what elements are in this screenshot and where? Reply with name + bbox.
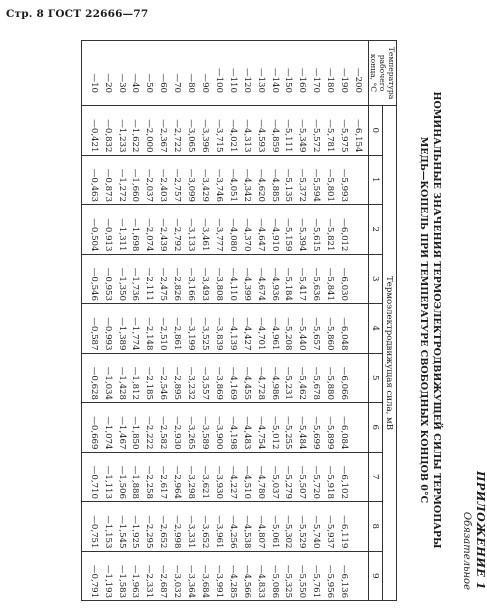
emf-value-cell: —2,258 <box>141 452 155 502</box>
emf-value-cell: —5,231 <box>280 353 294 403</box>
emf-value-cell: —1,963 <box>127 551 141 601</box>
emf-value-cell: —2,439 <box>155 205 169 255</box>
emf-value-cell: —6,012 <box>336 205 350 255</box>
emf-value-cell: —4,620 <box>252 155 266 205</box>
emf-value-cell: —5,135 <box>280 155 294 205</box>
emf-value-cell: —1,506 <box>113 452 127 502</box>
emf-value-cell: —3,746 <box>211 155 225 205</box>
emf-value-cell: —0,504 <box>81 205 99 255</box>
table-row <box>308 41 322 601</box>
column-header: 7 <box>368 452 382 502</box>
temperature-cell: —50 <box>141 41 155 106</box>
emf-value-cell: —4,342 <box>238 155 252 205</box>
temperature-cell: —20 <box>99 41 113 106</box>
emf-value-cell: —2,861 <box>169 304 183 354</box>
emf-value-cell: —6,119 <box>336 502 350 552</box>
emf-value-cell: —4,961 <box>266 304 280 354</box>
emf-value-cell: —5,440 <box>294 304 308 354</box>
emf-value-cell: —1,774 <box>127 304 141 354</box>
emf-value-cell: —3,557 <box>197 353 211 403</box>
emf-value-cell: —2,475 <box>155 254 169 304</box>
emf-value-cell: —4,538 <box>238 502 252 552</box>
emf-value-cell: —2,331 <box>141 551 155 601</box>
table-row <box>280 41 294 601</box>
emf-value-cell <box>350 304 368 354</box>
table-head <box>368 41 396 601</box>
emf-value-cell: —1,888 <box>127 452 141 502</box>
emf-value-cell: —5,699 <box>308 403 322 453</box>
temperature-cell: —170 <box>308 41 322 106</box>
emf-value-cell: —2,546 <box>155 353 169 403</box>
emf-value-cell: —4,780 <box>252 452 266 502</box>
page-header: Стр. 8 ГОСТ 22666—77 <box>6 8 149 20</box>
emf-value-cell: —5,417 <box>294 254 308 304</box>
emf-value-cell: —5,594 <box>308 155 322 205</box>
emf-value-cell: —3,684 <box>197 551 211 601</box>
emf-value-cell: —4,593 <box>252 106 266 156</box>
emf-value-cell: —3,461 <box>197 205 211 255</box>
table-title <box>417 40 443 600</box>
emf-value-cell: —5,184 <box>280 254 294 304</box>
table-row <box>169 41 183 601</box>
table-row <box>141 41 155 601</box>
column-header: 1 <box>368 155 382 205</box>
emf-value-cell: —6,066 <box>336 353 350 403</box>
emf-value-cell: —4,483 <box>238 403 252 453</box>
emf-value-cell: —2,617 <box>155 452 169 502</box>
emf-value-cell: —2,295 <box>141 502 155 552</box>
emf-header: Термоэлектродвижущая сила, мВ <box>382 106 396 601</box>
emf-value-cell: —4,728 <box>252 353 266 403</box>
emf-value-cell: —4,859 <box>266 106 280 156</box>
emf-value-cell: —0,751 <box>81 502 99 552</box>
emf-value-cell: —4,051 <box>224 155 238 205</box>
emf-value-cell <box>350 403 368 453</box>
emf-value-cell: —5,037 <box>266 452 280 502</box>
emf-value-cell <box>350 254 368 304</box>
emf-value-cell: —2,037 <box>141 155 155 205</box>
temperature-cell: —30 <box>113 41 127 106</box>
emf-value-cell: —6,048 <box>336 304 350 354</box>
emf-value-cell: —0,873 <box>99 155 113 205</box>
emf-value-cell: —3,099 <box>183 155 197 205</box>
emf-value-cell <box>350 155 368 205</box>
emf-value-cell: —3,839 <box>211 304 225 354</box>
emf-value-cell: —2,792 <box>169 205 183 255</box>
emf-value-cell: —5,740 <box>308 502 322 552</box>
temperature-cell: —110 <box>224 41 238 106</box>
emf-value-cell: —0,628 <box>81 353 99 403</box>
emf-value-cell: —5,880 <box>322 353 336 403</box>
emf-value-cell: —5,801 <box>322 155 336 205</box>
emf-value-cell: —3,777 <box>211 205 225 255</box>
temperature-cell: —60 <box>155 41 169 106</box>
emf-value-cell: —1,925 <box>127 502 141 552</box>
appendix-note: Обязательное <box>460 511 472 590</box>
emf-value-cell: —4,647 <box>252 205 266 255</box>
emf-value-cell: —5,860 <box>322 304 336 354</box>
emf-value-cell: —0,791 <box>81 551 99 601</box>
temperature-cell: —10 <box>81 41 99 106</box>
emf-value-cell: —0,421 <box>81 106 99 156</box>
emf-value-cell: —3,032 <box>169 551 183 601</box>
emf-value-cell: —4,510 <box>238 452 252 502</box>
emf-value-cell: —5,208 <box>280 304 294 354</box>
emf-value-cell: —5,061 <box>266 502 280 552</box>
emf-value-cell: —2,687 <box>155 551 169 601</box>
emf-value-cell: —3,364 <box>183 551 197 601</box>
table-header-row <box>382 41 396 601</box>
emf-value-cell: —4,399 <box>238 254 252 304</box>
emf-value-cell: —3,429 <box>197 155 211 205</box>
emf-value-cell: —3,621 <box>197 452 211 502</box>
emf-value-cell: —2,930 <box>169 403 183 453</box>
column-header: 3 <box>368 254 382 304</box>
emf-value-cell: —0,993 <box>99 304 113 354</box>
emf-value-cell: —4,455 <box>238 353 252 403</box>
column-header: 8 <box>368 502 382 552</box>
emf-value-cell: —1,583 <box>113 551 127 601</box>
emf-value-cell: —0,669 <box>81 403 99 453</box>
emf-value-cell: —4,227 <box>224 452 238 502</box>
emf-value-cell: —5,956 <box>322 551 336 601</box>
emf-value-cell: —5,372 <box>294 155 308 205</box>
emf-value-cell: —2,722 <box>169 106 183 156</box>
emf-value-cell: —1,389 <box>113 304 127 354</box>
table-row <box>266 41 280 601</box>
emf-value-cell: —3,589 <box>197 403 211 453</box>
emf-value-cell: —2,111 <box>141 254 155 304</box>
emf-value-cell: —2,148 <box>141 304 155 354</box>
emf-value-cell: —2,222 <box>141 403 155 453</box>
emf-value-cell: —0,546 <box>81 254 99 304</box>
emf-value-cell: —2,895 <box>169 353 183 403</box>
temperature-cell: —70 <box>169 41 183 106</box>
temperature-cell: —120 <box>238 41 252 106</box>
emf-value-cell: —4,285 <box>224 551 238 601</box>
emf-value-cell: —2,757 <box>169 155 183 205</box>
table-row <box>224 41 238 601</box>
emf-value-cell: —5,761 <box>308 551 322 601</box>
emf-value-cell: —6,084 <box>336 403 350 453</box>
emf-value-cell: —5,918 <box>322 452 336 502</box>
emf-value-cell: —5,012 <box>266 403 280 453</box>
emf-value-cell: —5,462 <box>294 353 308 403</box>
temperature-cell: —40 <box>127 41 141 106</box>
emf-value-cell: —5,255 <box>280 403 294 453</box>
emf-value-cell: —1,698 <box>127 205 141 255</box>
emf-value-cell: —3,265 <box>183 403 197 453</box>
emf-value-cell: —5,484 <box>294 403 308 453</box>
emf-value-cell: —2,403 <box>155 155 169 205</box>
temperature-cell: —180 <box>322 41 336 106</box>
emf-value-cell: —1,272 <box>113 155 127 205</box>
emf-value-cell: —2,964 <box>169 452 183 502</box>
emf-value-cell: —4,754 <box>252 403 266 453</box>
temperature-cell: —160 <box>294 41 308 106</box>
emf-value-cell: —4,256 <box>224 502 238 552</box>
table-row <box>322 41 336 601</box>
emf-value-cell: —5,507 <box>294 452 308 502</box>
table-row <box>99 41 113 601</box>
emf-value-cell: —1,660 <box>127 155 141 205</box>
emf-value-cell: —3,199 <box>183 304 197 354</box>
table-title-line-2: МЕДЬ—КОПЕЛЬ ПРИ ТЕМПЕРАТУРЕ СВОБОДНЫХ КОНЦОВ 0°С <box>417 136 429 504</box>
emf-value-cell: —3,930 <box>211 452 225 502</box>
emf-value-cell: —3,298 <box>183 452 197 502</box>
emf-value-cell: —5,615 <box>308 205 322 255</box>
emf-value-cell: —5,550 <box>294 551 308 601</box>
emf-value-cell: —4,021 <box>224 106 238 156</box>
emf-value-cell: —1,193 <box>99 551 113 601</box>
emf-value-cell: —4,169 <box>224 353 238 403</box>
emf-value-cell: —3,396 <box>197 106 211 156</box>
column-header: 4 <box>368 304 382 354</box>
emf-value-cell: —4,807 <box>252 502 266 552</box>
emf-value-cell <box>350 205 368 255</box>
emf-value-cell: —1,622 <box>127 106 141 156</box>
emf-value-cell: —4,986 <box>266 353 280 403</box>
emf-value-cell: —2,582 <box>155 403 169 453</box>
temperature-cell: —100 <box>211 41 225 106</box>
temperature-cell: —200 <box>350 41 368 106</box>
emf-value-cell: —0,587 <box>81 304 99 354</box>
emf-value-cell: —3,961 <box>211 502 225 552</box>
emf-value-cell: —4,910 <box>266 205 280 255</box>
emf-value-cell: —5,841 <box>322 254 336 304</box>
emf-value-cell: —4,885 <box>266 155 280 205</box>
emf-table <box>80 40 396 601</box>
emf-value-cell: —4,936 <box>266 254 280 304</box>
column-header: 0 <box>368 106 382 156</box>
emf-value-cell: —5,781 <box>322 106 336 156</box>
emf-value-cell: —2,826 <box>169 254 183 304</box>
emf-value-cell: —3,869 <box>211 353 225 403</box>
emf-value-cell: —1,311 <box>113 205 127 255</box>
emf-value-cell <box>350 551 368 601</box>
emf-value-cell: —2,074 <box>141 205 155 255</box>
emf-value-cell <box>350 452 368 502</box>
emf-value-cell: —3,133 <box>183 205 197 255</box>
emf-value-cell: —1,034 <box>99 353 113 403</box>
table-row <box>197 41 211 601</box>
temperature-cell: —150 <box>280 41 294 106</box>
appendix-title: ПРИЛОЖЕНИЕ 1 <box>473 470 487 590</box>
table-row <box>350 41 368 601</box>
emf-value-cell: —2,510 <box>155 304 169 354</box>
emf-value-cell: —5,572 <box>308 106 322 156</box>
emf-value-cell: —4,674 <box>252 254 266 304</box>
emf-value-cell: —1,467 <box>113 403 127 453</box>
emf-value-cell: —4,313 <box>238 106 252 156</box>
temperature-cell: —140 <box>266 41 280 106</box>
emf-value-cell: —3,232 <box>183 353 197 403</box>
emf-value-cell <box>350 502 368 552</box>
table-title-line-1: НОМИНАЛЬНЫЕ ЗНАЧЕНИЯ ТЕРМОЭЛЕКТРОДВИЖУЩЕЙ СИЛЫ ТЕРМОПАРЫ <box>430 91 442 549</box>
temperature-cell: —190 <box>336 41 350 106</box>
column-header: 6 <box>368 403 382 453</box>
emf-value-cell: —5,678 <box>308 353 322 403</box>
emf-value-cell: —3,331 <box>183 502 197 552</box>
emf-value-cell: —4,701 <box>252 304 266 354</box>
emf-value-cell: —6,154 <box>350 106 368 156</box>
table-row <box>252 41 266 601</box>
table-body <box>81 41 368 601</box>
emf-value-cell: —4,370 <box>238 205 252 255</box>
emf-value-cell: —1,850 <box>127 403 141 453</box>
column-header: 9 <box>368 551 382 601</box>
rotated-page-content <box>77 40 487 600</box>
temperature-cell: —80 <box>183 41 197 106</box>
emf-value-cell: —3,652 <box>197 502 211 552</box>
emf-value-cell: —3,991 <box>211 551 225 601</box>
emf-value-cell: —6,102 <box>336 452 350 502</box>
table-row <box>127 41 141 601</box>
emf-value-cell: —4,833 <box>252 551 266 601</box>
emf-value-cell: —0,463 <box>81 155 99 205</box>
emf-value-cell: —2,000 <box>141 106 155 156</box>
emf-value-cell: —0,710 <box>81 452 99 502</box>
table-row <box>211 41 225 601</box>
temperature-header: Температура рабочего конца, °С <box>368 41 396 106</box>
column-numbers-row <box>368 41 382 601</box>
emf-value-cell: —4,110 <box>224 254 238 304</box>
emf-value-cell: —4,080 <box>224 205 238 255</box>
emf-value-cell: —1,233 <box>113 106 127 156</box>
table-row <box>336 41 350 601</box>
emf-value-cell: —5,821 <box>322 205 336 255</box>
emf-value-cell: —3,525 <box>197 304 211 354</box>
emf-value-cell: —3,065 <box>183 106 197 156</box>
table-row <box>155 41 169 601</box>
emf-value-cell: —2,185 <box>141 353 155 403</box>
emf-value-cell: —1,428 <box>113 353 127 403</box>
emf-value-cell: —5,394 <box>294 205 308 255</box>
emf-value-cell: —0,832 <box>99 106 113 156</box>
emf-value-cell: —6,030 <box>336 254 350 304</box>
emf-value-cell: —3,808 <box>211 254 225 304</box>
table-row <box>294 41 308 601</box>
emf-value-cell: —2,652 <box>155 502 169 552</box>
emf-value-cell: —5,159 <box>280 205 294 255</box>
emf-value-cell: —5,899 <box>322 403 336 453</box>
emf-value-cell: —2,367 <box>155 106 169 156</box>
emf-value-cell: —1,812 <box>127 353 141 403</box>
emf-value-cell: —3,715 <box>211 106 225 156</box>
emf-value-cell: —1,350 <box>113 254 127 304</box>
emf-value-cell: —5,111 <box>280 106 294 156</box>
table-row <box>113 41 127 601</box>
column-header: 5 <box>368 353 382 403</box>
emf-value-cell: —5,529 <box>294 502 308 552</box>
emf-value-cell: —5,086 <box>266 551 280 601</box>
emf-value-cell: —3,900 <box>211 403 225 453</box>
emf-value-cell: —5,993 <box>336 155 350 205</box>
emf-value-cell: —5,975 <box>336 106 350 156</box>
emf-value-cell: —5,657 <box>308 304 322 354</box>
emf-value-cell: —1,074 <box>99 403 113 453</box>
column-header: 2 <box>368 205 382 255</box>
emf-value-cell: —5,349 <box>294 106 308 156</box>
emf-value-cell: —1,113 <box>99 452 113 502</box>
emf-value-cell: —0,913 <box>99 205 113 255</box>
temperature-cell: —90 <box>197 41 211 106</box>
emf-value-cell: —5,325 <box>280 551 294 601</box>
emf-value-cell: —5,720 <box>308 452 322 502</box>
emf-value-cell: —2,998 <box>169 502 183 552</box>
emf-value-cell: —5,302 <box>280 502 294 552</box>
emf-value-cell: —5,279 <box>280 452 294 502</box>
emf-value-cell: —5,937 <box>322 502 336 552</box>
emf-value-cell: —1,545 <box>113 502 127 552</box>
table-row <box>81 41 99 601</box>
emf-value-cell: —5,636 <box>308 254 322 304</box>
emf-value-cell <box>350 353 368 403</box>
temperature-cell: —130 <box>252 41 266 106</box>
emf-value-cell: —4,139 <box>224 304 238 354</box>
emf-value-cell: —1,153 <box>99 502 113 552</box>
emf-value-cell: —0,953 <box>99 254 113 304</box>
emf-value-cell: —4,198 <box>224 403 238 453</box>
table-row <box>238 41 252 601</box>
emf-value-cell: —6,136 <box>336 551 350 601</box>
emf-value-cell: —3,493 <box>197 254 211 304</box>
table-row <box>183 41 197 601</box>
emf-value-cell: —3,166 <box>183 254 197 304</box>
emf-value-cell: —4,427 <box>238 304 252 354</box>
emf-value-cell: —4,566 <box>238 551 252 601</box>
emf-value-cell: —1,736 <box>127 254 141 304</box>
